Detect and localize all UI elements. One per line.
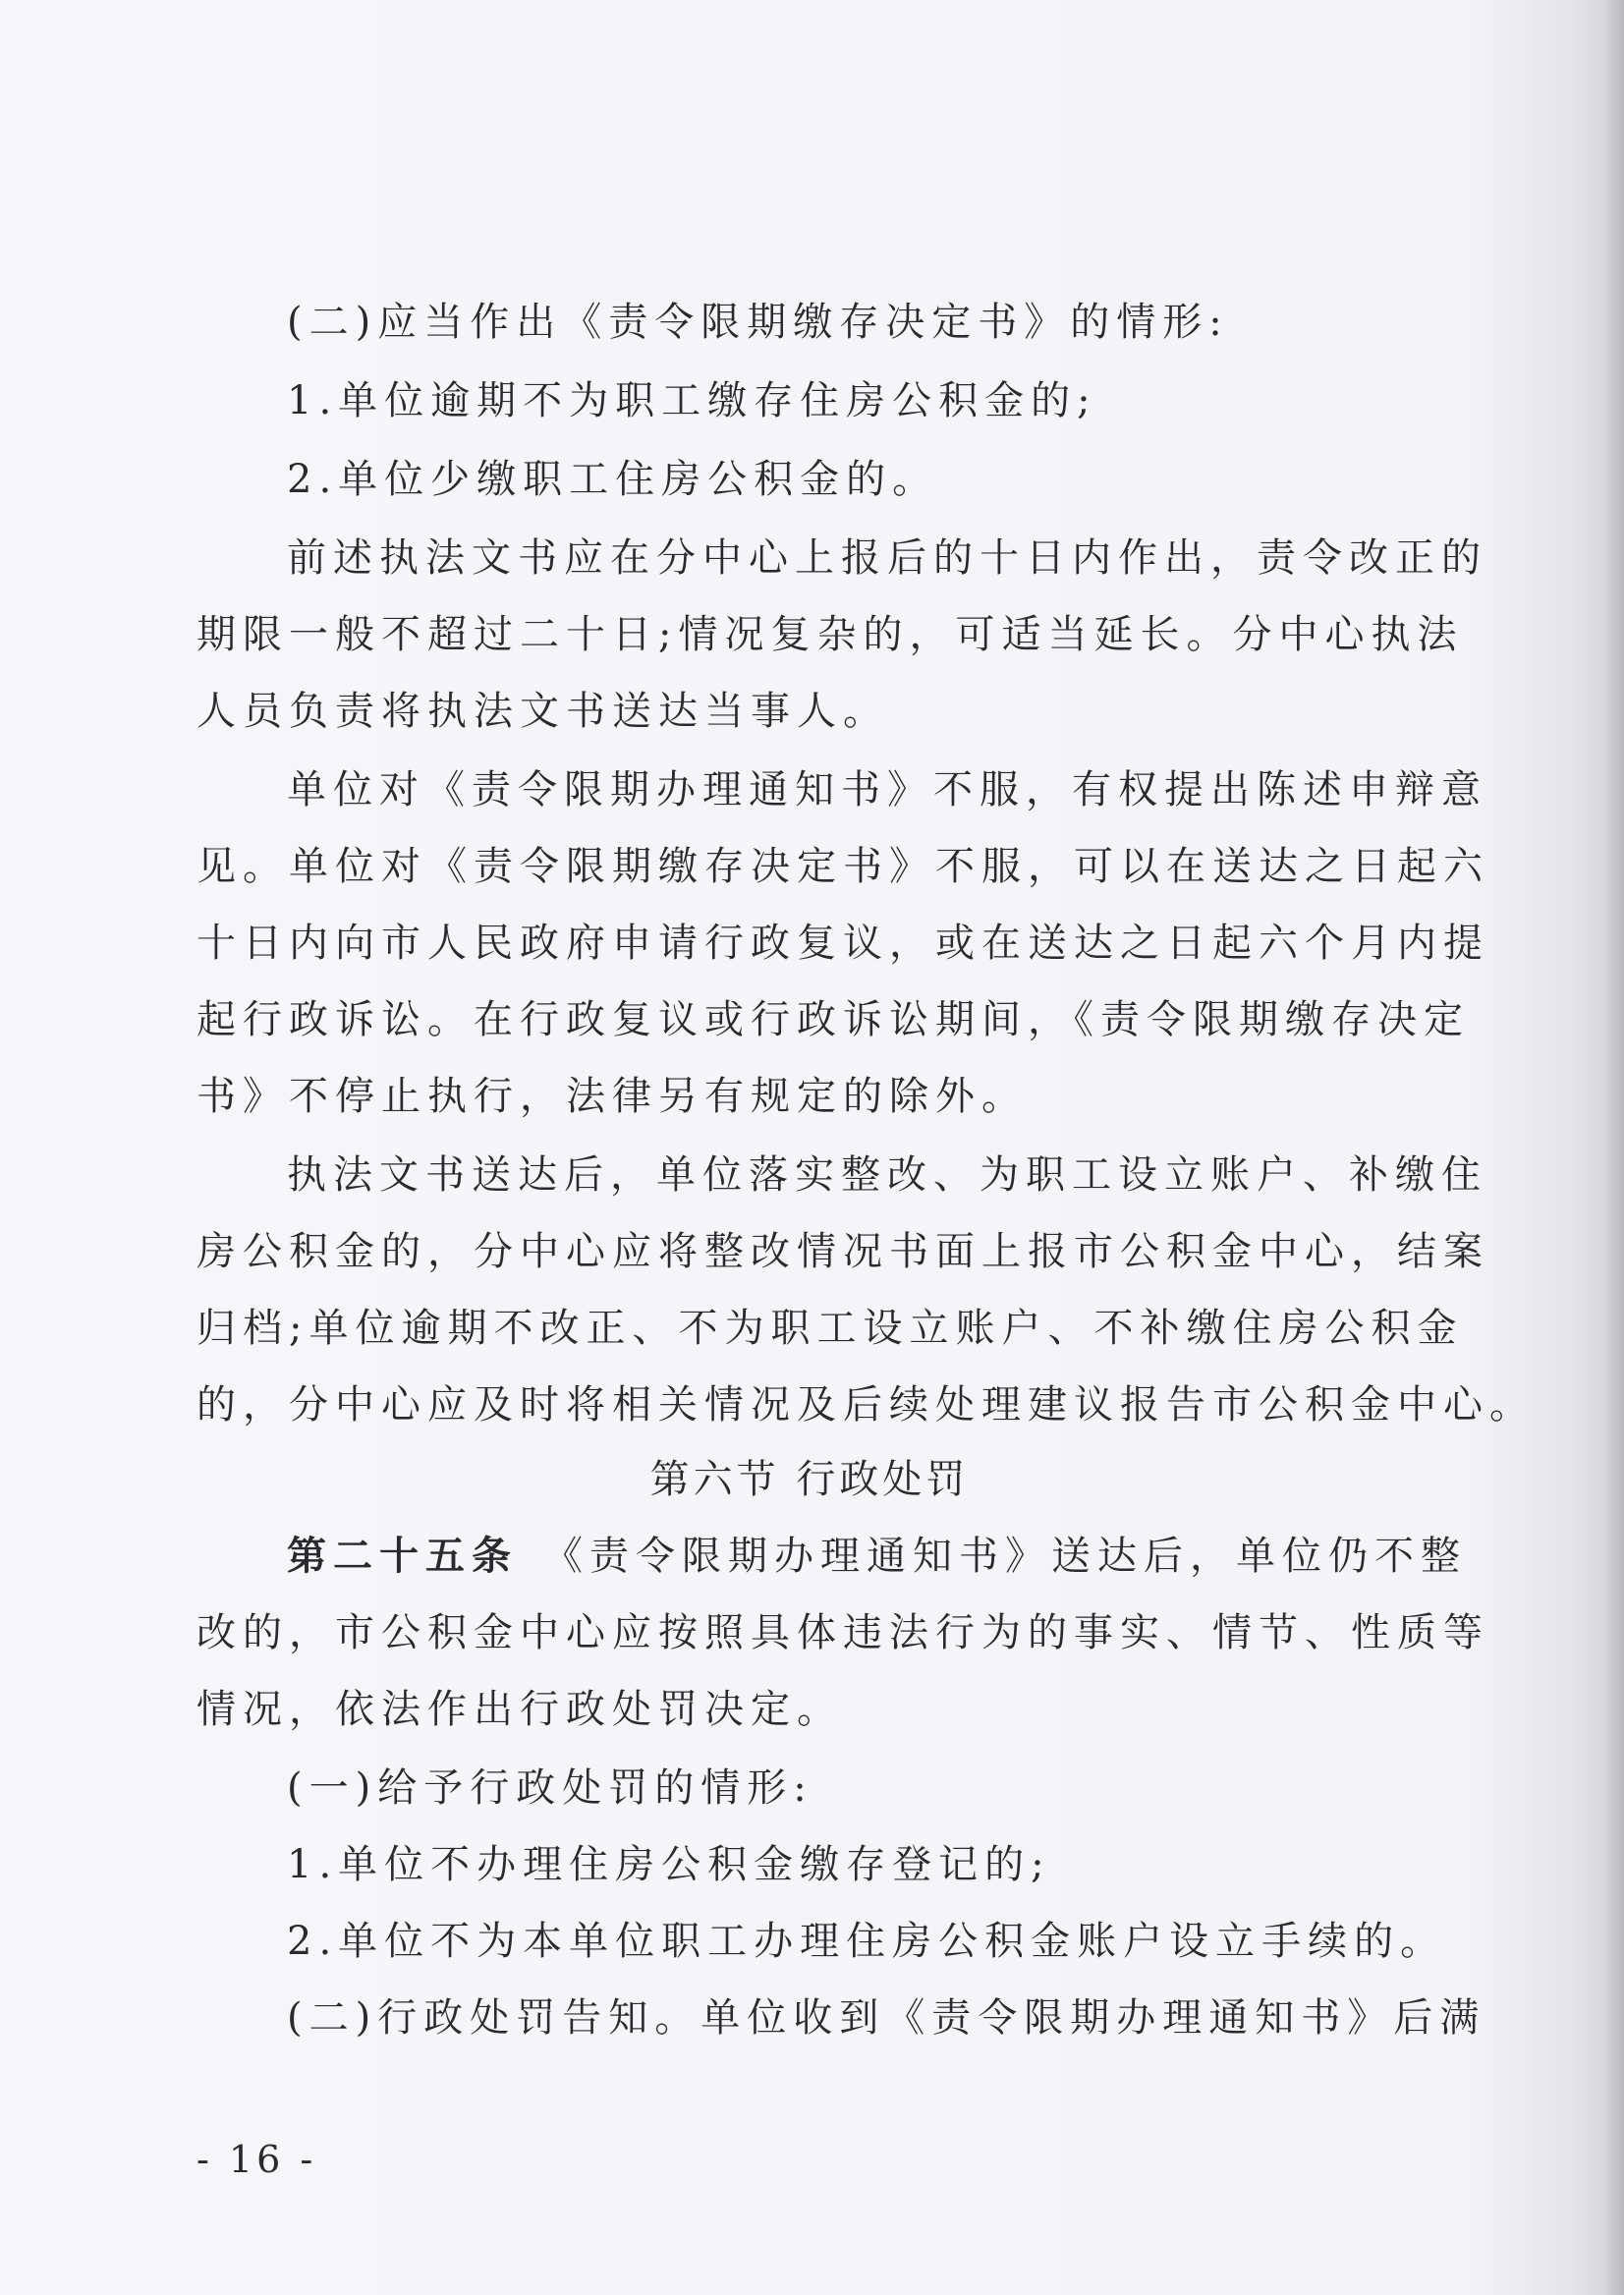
text-line: 改的，市公积金中心应按照具体违法行为的事实、情节、性质等: [196, 1610, 1489, 1655]
text-line: 归档;单位逾期不改正、不为职工设立账户、不补缴住房公积金: [196, 1306, 1464, 1351]
text-line: 2.单位少缴职工住房公积金的。: [287, 457, 939, 502]
article-text: 《责令限期办理通知书》送达后，单位仍不整: [543, 1534, 1467, 1579]
text-line: (二)应当作出《责令限期缴存决定书》的情形:: [287, 300, 1229, 345]
text-line: 见。单位对《责令限期缴存决定书》不服，可以在送达之日起六: [196, 844, 1489, 889]
article-first-line: [287, 1525, 1467, 1588]
page-number: - 16 -: [196, 2138, 317, 2181]
text-line: 人员负责将执法文书送达当事人。: [196, 689, 889, 734]
section-heading: 第六节 行政处罚: [649, 1457, 970, 1502]
text-line: 2.单位不为本单位职工办理住房公积金账户设立手续的。: [287, 1919, 1447, 1964]
article-number: 第二十五条: [287, 1533, 518, 1579]
text-line: 1.单位逾期不为职工缴存住房公积金的;: [287, 378, 1097, 423]
text-line: 前述执法文书应在分中心上报后的十日内作出，责令改正的: [287, 535, 1487, 581]
text-line: 情况，依法作出行政处罚决定。: [196, 1687, 843, 1732]
text-line: 书》不停止执行，法律另有规定的除外。: [196, 1074, 1028, 1119]
text-line: 起行政诉讼。在行政复议或行政诉讼期间，《责令限期缴存决定: [196, 997, 1470, 1042]
text-line: 1.单位不办理住房公积金缴存登记的;: [287, 1842, 1051, 1887]
page-edge-shadow: [1602, 0, 1624, 2295]
text-line: 十日内向市人民政府申请行政复议，或在送达之日起六个月内提: [196, 921, 1489, 966]
text-line: 房公积金的，分中心应将整改情况书面上报市公积金中心，结案: [196, 1229, 1489, 1274]
text-line: 单位对《责令限期办理通知书》不服，有权提出陈述申辩意: [287, 767, 1487, 812]
text-line: 期限一般不超过二十日;情况复杂的，可适当延长。分中心执法: [196, 612, 1464, 657]
text-line: 执法文书送达后，单位落实整改、为职工设立账户、补缴住: [287, 1152, 1487, 1198]
text-line: (一)给予行政处罚的情形:: [287, 1765, 813, 1811]
text-line: 的，分中心应及时将相关情况及后续处理建议报告市公积金中心。: [196, 1382, 1536, 1427]
text-line: (二)行政处罚告知。单位收到《责令限期办理通知书》后满: [287, 1995, 1486, 2041]
